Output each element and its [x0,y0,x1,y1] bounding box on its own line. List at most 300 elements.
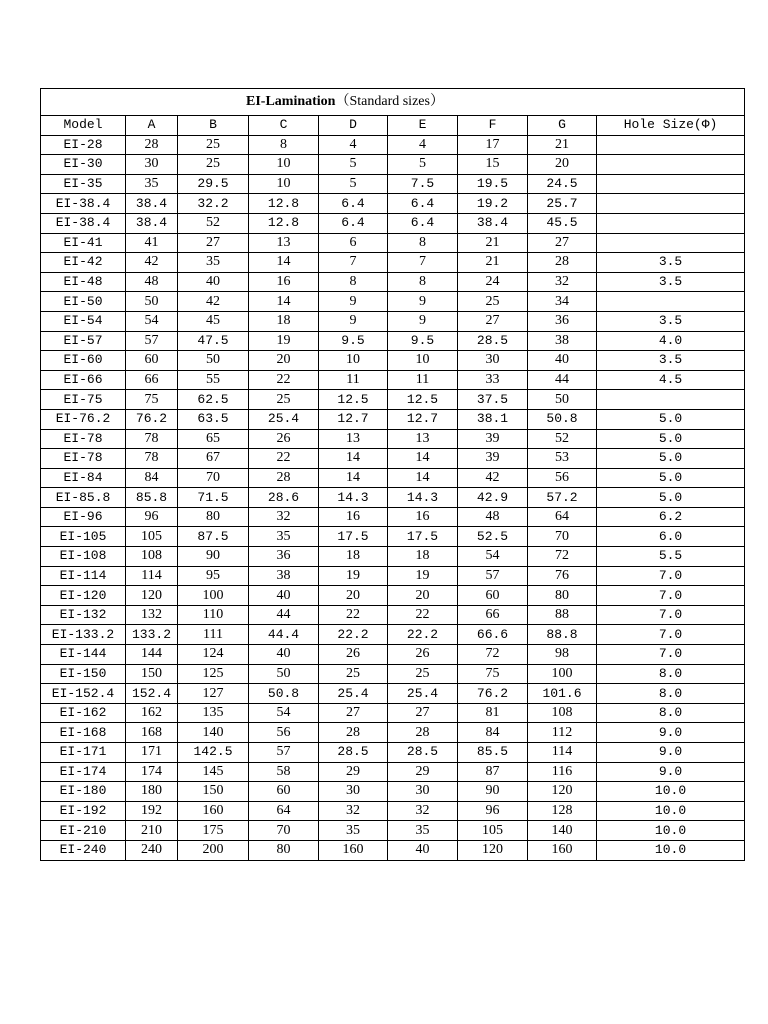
table-cell: 56 [249,723,319,743]
table-cell: 135 [178,703,249,723]
table-cell: 25.4 [249,409,319,429]
table-cell: 101.6 [528,684,597,704]
table-cell: 8 [249,135,319,155]
table-cell: 6.2 [597,507,745,527]
table-cell: 84 [458,723,528,743]
table-row [41,272,745,292]
table-cell: 27 [178,233,249,253]
table-cell: 38.4 [126,194,178,214]
table-cell: 22 [319,605,388,625]
table-cell: 80 [178,507,249,527]
table-cell: 9.0 [597,723,745,743]
table-cell: 4 [388,135,458,155]
table-cell: 110 [178,605,249,625]
table-cell: 120 [528,782,597,802]
table-cell: 26 [388,645,458,665]
table-cell: 19.2 [458,194,528,214]
model-cell: EI-54 [41,311,126,331]
table-cell: 168 [126,723,178,743]
table-cell: 34 [528,292,597,312]
model-cell: EI-57 [41,331,126,351]
table-cell: 16 [388,507,458,527]
table-cell: 21 [458,233,528,253]
table-cell: 30 [458,351,528,371]
table-cell: 17.5 [319,527,388,547]
table-cell: 45 [178,311,249,331]
model-cell: EI-48 [41,272,126,292]
table-row [41,194,745,214]
table-cell: 10 [319,351,388,371]
table-cell: 7.5 [388,174,458,194]
table-cell: 50 [528,390,597,410]
table-cell [597,213,745,233]
table-cell: 88 [528,605,597,625]
table-cell: 36 [249,547,319,567]
table-cell: 3.5 [597,311,745,331]
table-cell: 35 [319,821,388,841]
table-cell: 75 [458,664,528,684]
table-cell: 81 [458,703,528,723]
table-cell: 10 [249,174,319,194]
table-cell: 54 [458,547,528,567]
model-cell: EI-168 [41,723,126,743]
table-row [41,429,745,449]
table-cell: 50.8 [528,409,597,429]
table-cell: 5 [319,174,388,194]
table-cell: 13 [249,233,319,253]
table-cell: 38.1 [458,409,528,429]
table-cell: 18 [319,547,388,567]
table-cell: 152.4 [126,684,178,704]
table-cell: 11 [388,370,458,390]
table-cell: 60 [126,351,178,371]
table-cell: 140 [528,821,597,841]
table-row [41,801,745,821]
table-cell: 7 [319,253,388,273]
model-cell: EI-35 [41,174,126,194]
table-cell: 12.5 [319,390,388,410]
model-cell: EI-60 [41,351,126,371]
table-cell: 15 [458,155,528,175]
table-cell: 36 [528,311,597,331]
table-cell: 9.0 [597,743,745,763]
table-cell: 22.2 [388,625,458,645]
table-cell: 14 [249,292,319,312]
table-cell: 26 [319,645,388,665]
model-cell: EI-38.4 [41,213,126,233]
table-cell: 9.5 [319,331,388,351]
table-cell: 14.3 [388,488,458,508]
table-cell: 60 [249,782,319,802]
table-row [41,409,745,429]
table-cell: 19 [388,566,458,586]
model-cell: EI-180 [41,782,126,802]
table-cell: 7.0 [597,566,745,586]
table-cell: 10.0 [597,821,745,841]
table-cell: 5.0 [597,429,745,449]
table-cell: 142.5 [178,743,249,763]
table-cell: 56 [528,468,597,488]
model-cell: EI-132 [41,605,126,625]
table-row [41,135,745,155]
table-cell: 87.5 [178,527,249,547]
table-cell: 13 [319,429,388,449]
table-cell: 28 [528,253,597,273]
table-cell: 50.8 [249,684,319,704]
table-cell: 44 [528,370,597,390]
table-cell: 29 [319,762,388,782]
table-cell: 13 [388,429,458,449]
table-cell: 45.5 [528,213,597,233]
table-row [41,723,745,743]
table-cell: 27 [388,703,458,723]
table-cell: 7.0 [597,645,745,665]
table-cell: 28 [249,468,319,488]
table-cell: 25.7 [528,194,597,214]
table-cell: 76.2 [126,409,178,429]
table-cell: 96 [126,507,178,527]
column-header: Model [41,116,126,136]
model-cell: EI-85.8 [41,488,126,508]
table-row [41,684,745,704]
table-cell: 52.5 [458,527,528,547]
table-cell: 6.4 [319,213,388,233]
table-cell: 8.0 [597,703,745,723]
table-cell: 57 [458,566,528,586]
table-cell: 150 [178,782,249,802]
table-cell: 4.0 [597,331,745,351]
model-cell: EI-105 [41,527,126,547]
table-cell: 25 [458,292,528,312]
table-cell: 72 [528,547,597,567]
table-cell: 35 [126,174,178,194]
table-cell: 90 [178,547,249,567]
table-cell: 32.2 [178,194,249,214]
table-cell: 160 [528,840,597,860]
model-cell: EI-84 [41,468,126,488]
table-cell: 63.5 [178,409,249,429]
model-cell: EI-152.4 [41,684,126,704]
model-cell: EI-174 [41,762,126,782]
column-header: E [388,116,458,136]
table-row [41,331,745,351]
table-cell: 28.5 [458,331,528,351]
table-cell: 132 [126,605,178,625]
table-row [41,449,745,469]
table-cell: 57 [249,743,319,763]
table-cell: 114 [126,566,178,586]
table-cell: 21 [458,253,528,273]
table-cell: 38 [249,566,319,586]
table-cell: 35 [388,821,458,841]
table-row [41,311,745,331]
table-cell: 57 [126,331,178,351]
table-cell: 42 [126,253,178,273]
table-cell: 5.0 [597,488,745,508]
table-cell: 9 [388,292,458,312]
table-cell: 55 [178,370,249,390]
column-header: A [126,116,178,136]
column-header: D [319,116,388,136]
table-cell: 12.5 [388,390,458,410]
table-cell: 144 [126,645,178,665]
table-cell: 9.0 [597,762,745,782]
table-cell: 22.2 [319,625,388,645]
table-cell: 9 [319,311,388,331]
table-cell: 7 [388,253,458,273]
table-cell: 14 [249,253,319,273]
table-cell: 9 [319,292,388,312]
table-cell [597,292,745,312]
table-cell: 95 [178,566,249,586]
table-cell: 33 [458,370,528,390]
table-cell: 9.5 [388,331,458,351]
table-cell: 40 [249,645,319,665]
table-row [41,292,745,312]
table-cell: 10 [388,351,458,371]
table-cell: 35 [178,253,249,273]
model-cell: EI-30 [41,155,126,175]
model-cell: EI-78 [41,429,126,449]
table-cell: 111 [178,625,249,645]
table-row [41,821,745,841]
table-cell: 87 [458,762,528,782]
table-cell: 6.0 [597,527,745,547]
table-cell: 62.5 [178,390,249,410]
table-cell: 19 [249,331,319,351]
table-cell: 240 [126,840,178,860]
table-cell: 38.4 [126,213,178,233]
table-cell: 96 [458,801,528,821]
table-cell: 27 [458,311,528,331]
table-row [41,527,745,547]
table-cell: 52 [178,213,249,233]
table-cell: 6.4 [319,194,388,214]
table-cell: 32 [528,272,597,292]
table-row [41,174,745,194]
model-cell: EI-78 [41,449,126,469]
table-cell: 174 [126,762,178,782]
table-cell: 14 [388,449,458,469]
lamination-table [40,88,745,861]
table-cell: 54 [249,703,319,723]
table-cell: 10.0 [597,840,745,860]
table-row [41,703,745,723]
table-cell: 70 [528,527,597,547]
table-cell: 20 [388,586,458,606]
table-cell: 39 [458,429,528,449]
table-cell: 6 [319,233,388,253]
table-row [41,468,745,488]
table-cell: 14 [319,449,388,469]
table-cell: 76.2 [458,684,528,704]
table-cell: 25 [178,135,249,155]
model-cell: EI-75 [41,390,126,410]
table-cell: 40 [249,586,319,606]
model-cell: EI-38.4 [41,194,126,214]
table-cell: 52 [528,429,597,449]
table-cell: 90 [458,782,528,802]
table-cell: 50 [178,351,249,371]
table-cell: 120 [458,840,528,860]
table-cell: 12.8 [249,194,319,214]
table-cell: 88.8 [528,625,597,645]
table-cell: 128 [528,801,597,821]
table-row [41,233,745,253]
model-cell: EI-150 [41,664,126,684]
table-cell: 53 [528,449,597,469]
table-row [41,762,745,782]
table-cell: 78 [126,429,178,449]
table-cell: 38 [528,331,597,351]
table-cell: 162 [126,703,178,723]
table-cell: 40 [388,840,458,860]
table-cell: 6.4 [388,194,458,214]
table-cell: 116 [528,762,597,782]
table-cell: 22 [249,370,319,390]
table-cell: 28.5 [388,743,458,763]
table-cell: 160 [178,801,249,821]
table-cell: 14.3 [319,488,388,508]
table-row [41,840,745,860]
table-cell: 25.4 [319,684,388,704]
table-cell: 171 [126,743,178,763]
table-cell: 127 [178,684,249,704]
table-row [41,155,745,175]
table-cell: 70 [178,468,249,488]
column-header: G [528,116,597,136]
table-cell: 30 [319,782,388,802]
table-cell: 98 [528,645,597,665]
table-row [41,664,745,684]
table-cell: 32 [249,507,319,527]
table-cell: 66 [126,370,178,390]
table-cell: 66.6 [458,625,528,645]
model-cell: EI-210 [41,821,126,841]
table-cell: 41 [126,233,178,253]
table-cell: 25.4 [388,684,458,704]
table-cell: 5.0 [597,449,745,469]
table-cell: 48 [126,272,178,292]
table-cell: 28.5 [319,743,388,763]
table-cell: 35 [249,527,319,547]
table-cell: 180 [126,782,178,802]
table-cell: 20 [249,351,319,371]
table-cell: 21 [528,135,597,155]
table-cell: 105 [458,821,528,841]
column-header-row [41,116,745,136]
table-row [41,213,745,233]
table-cell: 8 [388,272,458,292]
table-cell: 28 [126,135,178,155]
table-cell: 72 [458,645,528,665]
model-cell: EI-144 [41,645,126,665]
table-title [41,89,745,116]
table-row [41,351,745,371]
table-title-main: EI-Lamination [246,94,336,109]
table-cell [597,135,745,155]
table-cell: 7.0 [597,586,745,606]
table-cell: 10.0 [597,782,745,802]
table-cell: 18 [388,547,458,567]
table-cell: 3.5 [597,253,745,273]
table-cell: 80 [528,586,597,606]
table-cell: 32 [319,801,388,821]
table-cell: 57.2 [528,488,597,508]
title-row [41,89,745,116]
table-cell: 19 [319,566,388,586]
table-cell: 54 [126,311,178,331]
table-cell: 12.7 [319,409,388,429]
table-cell: 5.0 [597,409,745,429]
table-cell: 100 [528,664,597,684]
table-cell: 76 [528,566,597,586]
model-cell: EI-114 [41,566,126,586]
table-cell: 64 [249,801,319,821]
table-cell: 60 [458,586,528,606]
table-cell: 32 [388,801,458,821]
table-cell: 28.6 [249,488,319,508]
table-cell: 8.0 [597,684,745,704]
table-cell: 114 [528,743,597,763]
table-cell: 28 [319,723,388,743]
table-cell: 85.5 [458,743,528,763]
table-cell: 25 [319,664,388,684]
table-cell: 9 [388,311,458,331]
model-cell: EI-41 [41,233,126,253]
table-cell: 25 [249,390,319,410]
table-cell: 20 [319,586,388,606]
lamination-sheet [40,88,744,861]
table-cell: 27 [528,233,597,253]
table-cell: 8.0 [597,664,745,684]
table-cell: 16 [249,272,319,292]
table-cell: 5 [388,155,458,175]
table-cell: 65 [178,429,249,449]
column-header: F [458,116,528,136]
model-cell: EI-42 [41,253,126,273]
table-cell: 29 [388,762,458,782]
table-cell: 12.7 [388,409,458,429]
table-cell: 14 [319,468,388,488]
model-cell: EI-76.2 [41,409,126,429]
table-cell: 210 [126,821,178,841]
table-cell: 192 [126,801,178,821]
column-header: C [249,116,319,136]
table-row [41,586,745,606]
table-title-sub: （Standard sizes） [335,94,444,109]
table-row [41,507,745,527]
model-cell: EI-171 [41,743,126,763]
table-cell: 58 [249,762,319,782]
table-cell: 200 [178,840,249,860]
table-cell: 84 [126,468,178,488]
table-cell: 50 [249,664,319,684]
table-cell: 78 [126,449,178,469]
table-cell: 24 [458,272,528,292]
table-cell: 112 [528,723,597,743]
model-cell: EI-162 [41,703,126,723]
table-body [41,135,745,860]
table-cell: 44 [249,605,319,625]
table-cell [597,155,745,175]
model-cell: EI-120 [41,586,126,606]
table-cell: 22 [249,449,319,469]
table-cell: 40 [178,272,249,292]
table-cell: 19.5 [458,174,528,194]
table-cell: 38.4 [458,213,528,233]
table-cell: 124 [178,645,249,665]
